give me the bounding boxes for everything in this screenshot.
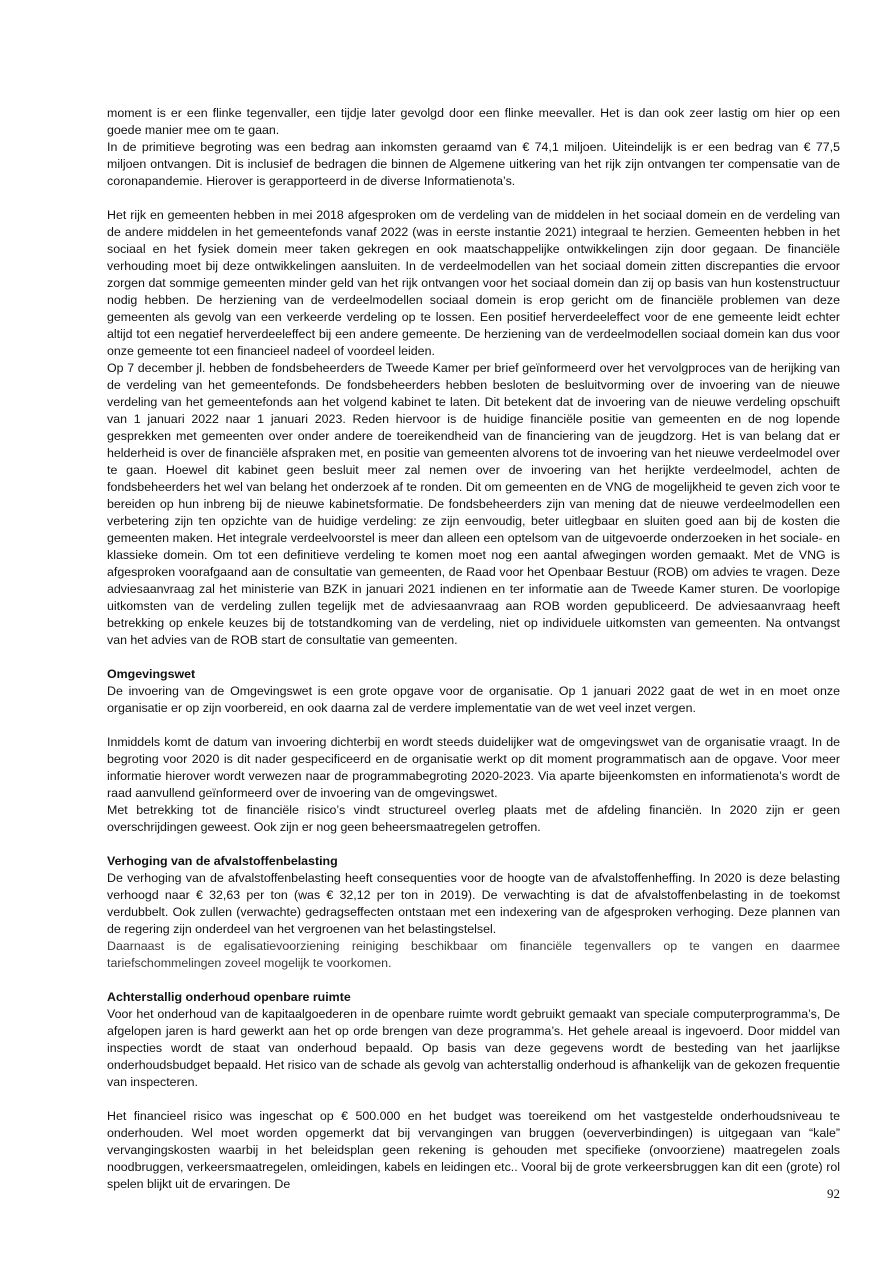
- intro-paragraph-2: In de primitieve begroting was een bedrag aan inkomsten geraamd van € 74,1 miljoen. Uiteindelijk is er een bedrag van € 77,5 miljoen ontvangen. Dit is inclusief de bedragen die binnen de Algemene uitkering van het rijk zijn ontvangen ter compensatie van de coronapandemie. Hierover is gerapporteerd in de diverse Informatienota’s.: [107, 140, 840, 188]
- afvalstoffen-paragraph-2: Daarnaast is de egalisatievoorziening reiniging beschikbaar om financiële tegenvallers op te vangen en daarmee tariefschommelingen zoveel mogelijk te voorkomen.: [107, 939, 840, 970]
- section-heading-omgevingswet: Omgevingswet: [107, 667, 196, 681]
- onderhoud-paragraph-1: Voor het onderhoud van de kapitaalgoederen in de openbare ruimte wordt gebruikt gemaakt van speciale computerprogramma’s, De afgelopen jaren is hard gewerkt aan het op orde brengen van deze programma’s. Het gehele areaal is ingevoerd. Door middel van inspecties wordt de staat van onderhoud bepaald. Op basis van deze gegevens wordt de besteding van het jaarlijkse onderhoudsbudget bepaald. Het risico van de schade als gevolg van achterstallig onderhoud is afhankelijk van de gekozen frequentie van inspecteren.: [107, 1007, 840, 1089]
- intro-paragraph-4: Op 7 december jl. hebben de fondsbeheerders de Tweede Kamer per brief geïnformeerd over het vervolgproces van de herijking van de verdeling van het gemeentefonds. De fondsbeheerders hebben besloten de besluitvorming over de invoering van de nieuwe verdeling van het gemeentefonds aan het volgend kabinet te laten. Dit betekent dat de invoering van de nieuwe verdeling opschuift van 1 januari 2022 naar 1 januari 2023. Reden hiervoor is de huidige financiële positie van gemeenten en de nog lopende gesprekken met gemeenten over onder andere de toereikendheid van de financiering van de jeugdzorg. Het is van belang dat er helderheid is over de financiële afspraken met, en positie van gemeenten alvorens tot de invoering van het nieuwe verdeelmodel over te gaan. Hoewel dit kabinet geen besluit meer zal nemen over de invoering van het herijkte verdeelmodel, achten de fondsbeheerders het wel van belang het onderzoek af te ronden. Dit om gemeenten en de VNG de mogelijkheid te geven zich voor te bereiden op hun inbreng bij de nieuwe kabinetsformatie. De fondsbeheerders zijn van mening dat de nieuwe verdeelmodellen een verbetering zijn ten opzichte van de huidige verdeling: ze zijn eenvoudig, beter uitlegbaar en sluiten goed aan bij de kosten die gemeenten maken. Het integrale verdeelvoorstel is meer dan alleen een optelsom van de uitgevoerde onderzoeken in het sociale- en klassieke domein. Om tot een definitieve verdeling te komen moet nog een aantal afwegingen worden gemaakt. Met de VNG is afgesproken voorafgaand aan de consultatie van gemeenten, de Raad voor het Openbaar Bestuur (ROB) om advies te vragen. Deze adviesaanvraag zal het ministerie van BZK in januari 2021 indienen en ter informatie aan de Tweede Kamer sturen. De voorlopige uitkomsten van de verdeling zullen tegelijk met de adviesaanvraag aan ROB worden gepubliceerd. De adviesaanvraag heeft betrekking op enkele keuzes bij de totstandkoming van de verdeling, niet op individuele uitkomsten van gemeenten. Na ontvangst van het advies van de ROB start de consultatie van gemeenten.: [107, 361, 840, 647]
- intro-paragraph-3: Het rijk en gemeenten hebben in mei 2018 afgesproken om de verdeling van de middelen in het sociaal domein en de verdeling van de andere middelen in het gemeentefonds vanaf 2022 (was in eerste instantie 2021) integraal te herzien. Gemeenten hebben in het sociaal en het fysiek domein meer taken gekregen en ook maatschappelijke ontwikkelingen zijn door gegaan. De financiële verhouding moet bij deze ontwikkelingen aansluiten. In de verdeelmodellen van het sociaal domein zitten discrepanties die ervoor zorgen dat sommige gemeenten minder geld van het rijk ontvangen voor het sociaal domein dan zij op basis van hun kostenstructuur nodig hebben. De herziening van de verdeelmodellen sociaal domein is erop gericht om de financiële problemen van deze gemeenten als gevolg van een verkeerde verdeling op te lossen. Een positief herverdeeleffect voor de ene gemeente leidt echter altijd tot een negatief herverdeeleffect bij een andere gemeente. De herziening van de verdeelmodellen sociaal domein kan dus voor onze gemeente tot een financieel nadeel of voordeel leiden.: [107, 208, 840, 358]
- intro-paragraph-1: moment is er een flinke tegenvaller, een tijdje later gevolgd door een flinke meevaller. Het is dan ook zeer lastig om hier op een goede manier mee om te gaan.: [107, 106, 840, 137]
- section-heading-onderhoud: Achterstallig onderhoud openbare ruimte: [107, 990, 351, 1004]
- afvalstoffen-paragraph-1: De verhoging van de afvalstoffenbelasting heeft consequenties voor de hoogte van de afvalstoffenheffing. In 2020 is deze belasting verhoogd naar € 32,63 per ton (was € 32,12 per ton in 2019). De verwachting is dat de afvalstoffenbelasting in de toekomst verdubbelt. Ook zullen (verwachte) gedragseffecten ontstaan met een indexering van de afgesproken verhoging. Deze plannen van de regering zijn onderdeel van het vergroenen van het belastingstelsel.: [107, 871, 840, 936]
- onderhoud-paragraph-2: Het financieel risico was ingeschat op € 500.000 en het budget was toereikend om het vastgestelde onderhoudsniveau te onderhouden. Wel moet worden opgemerkt dat bij vervangingen van bruggen (oeververbindingen) is uitgegaan van “kale” vervangingskosten waarbij in het beleidsplan geen rekening is gehouden met specifieke (onvoorziene) maatregelen zoals noodbruggen, verkeersmaatregelen, omleidingen, kabels en leidingen etc.. Vooral bij de grote verkeersbruggen kan dit een (grote) rol spelen blijkt uit de ervaringen. De: [107, 1109, 840, 1191]
- omgevingswet-paragraph-1: De invoering van de Omgevingswet is een grote opgave voor de organisatie. Op 1 januari 2022 gaat de wet in en moet onze organisatie er op zijn voorbereid, en ook daarna zal de verdere implementatie van de wet veel inzet vergen.: [107, 684, 840, 715]
- document-page: [107, 105, 840, 1193]
- omgevingswet-paragraph-2: Inmiddels komt de datum van invoering dichterbij en wordt steeds duidelijker wat de omgevingswet van de organisatie vraagt. In de begroting voor 2020 is dit nader gespecificeerd en de organisatie werkt op dit moment programmatisch aan de opgave. Voor meer informatie hierover wordt verwezen naar de programmabegroting 2020-2023. Via aparte bijeenkomsten en informatienota’s wordt de raad aanvullend geïnformeerd over de invoering van de omgevingswet.: [107, 735, 840, 800]
- section-heading-afvalstoffenbelasting: Verhoging van de afvalstoffenbelasting: [107, 854, 338, 868]
- page-number: 92: [827, 1186, 840, 1201]
- omgevingswet-paragraph-3: Met betrekking tot de financiële risico’s vindt structureel overleg plaats met de afdeling financiën. In 2020 zijn er geen overschrijdingen geweest. Ook zijn er nog geen beheersmaatregelen getroffen.: [107, 803, 840, 834]
